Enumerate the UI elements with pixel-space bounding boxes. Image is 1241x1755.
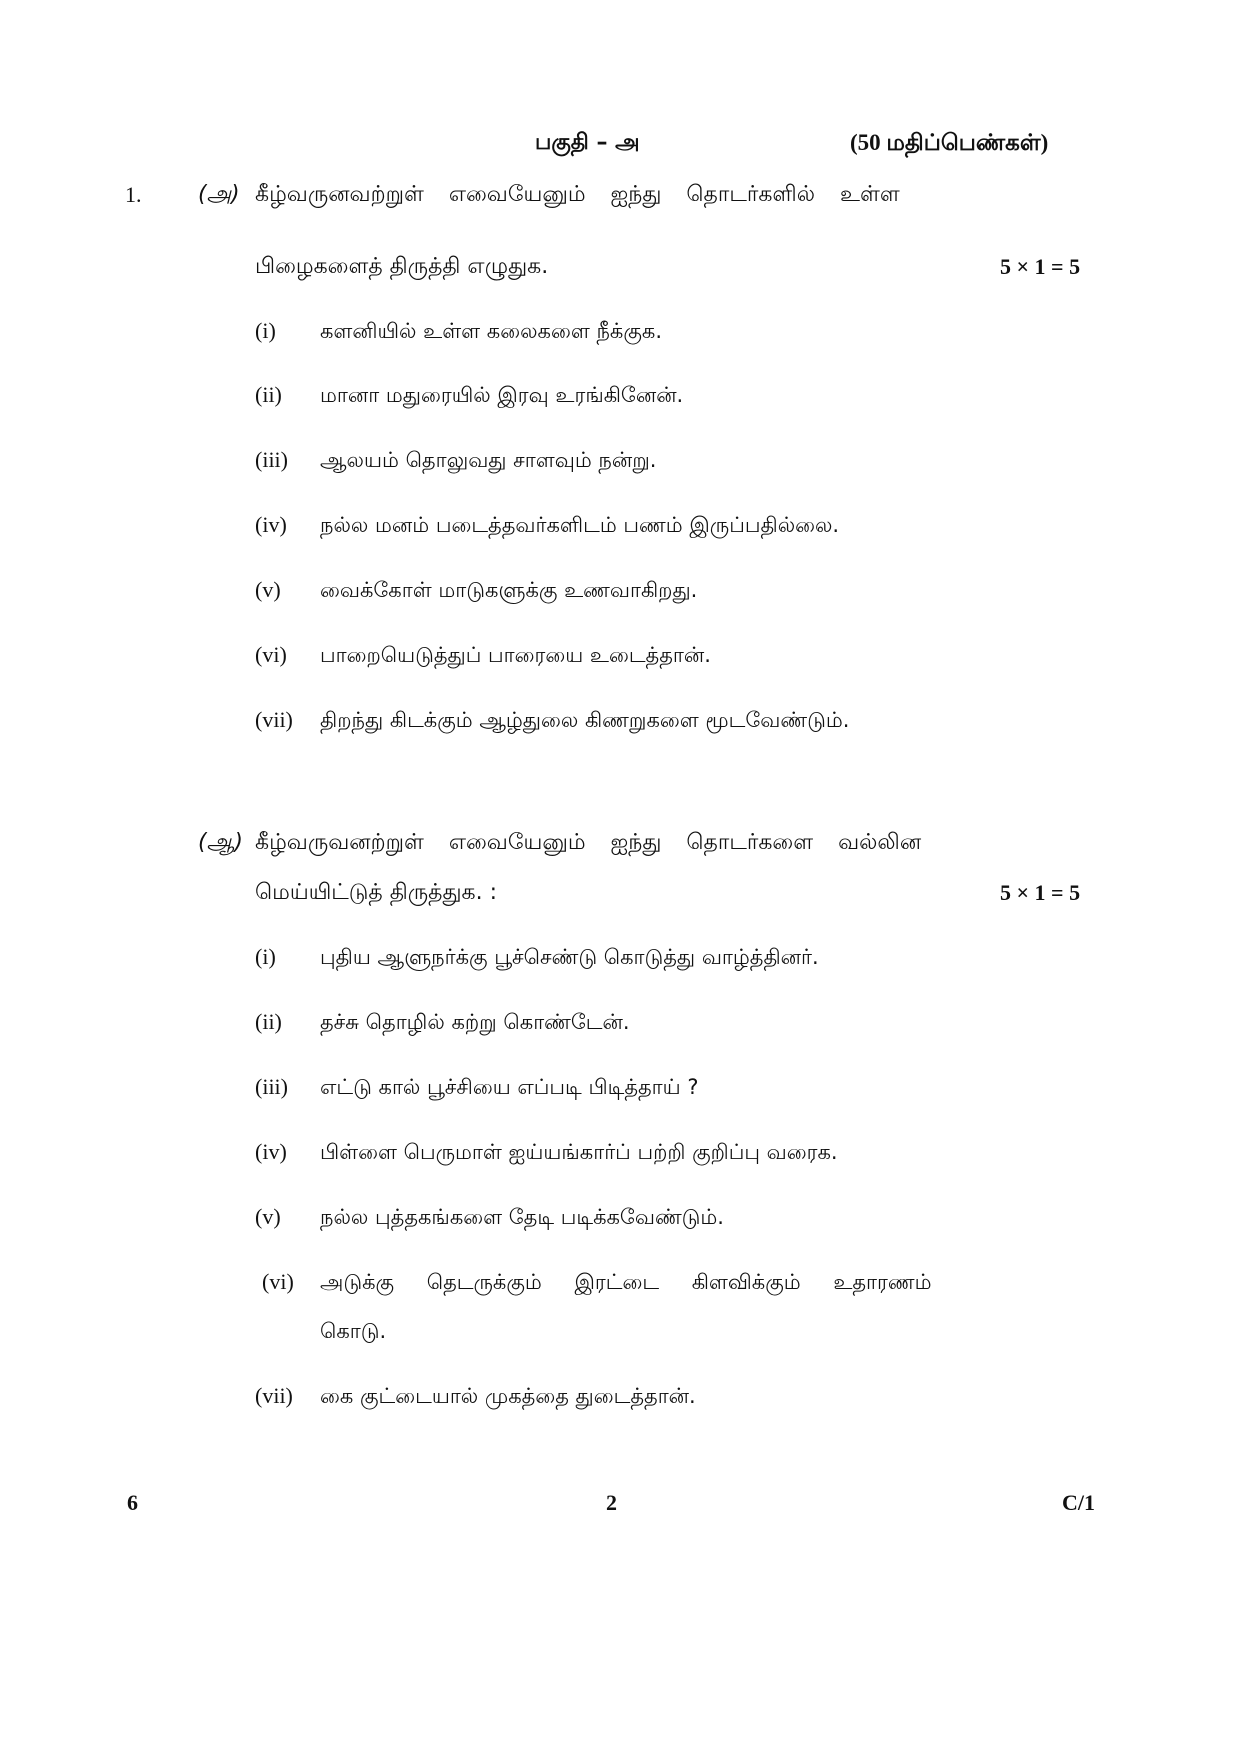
item-number: (vii): [255, 707, 293, 732]
part-b-instruction-line2: மெய்யிட்டுத் திருத்துக. :: [255, 880, 498, 905]
item-number: (iii): [255, 1074, 288, 1099]
part-a-instruction-line2: பிழைகளைத் திருத்தி எழுதுக.: [255, 254, 549, 279]
part-b-instruction-line1: கீழ்வருவனற்றுள் எவையேனும் ஐந்து தொடர்களை வல்லின: [255, 830, 922, 855]
footer-code: C/1: [1062, 1490, 1095, 1515]
part-b-marks: 5 × 1 = 5: [1000, 880, 1081, 905]
footer-left: 6: [127, 1490, 138, 1515]
item-number: (ii): [255, 382, 282, 407]
item-text: களனியில் உள்ள கலைகளை நீக்குக.: [320, 319, 662, 343]
item-text: பிள்ளை பெருமாள் ஐய்யங்கார்ப் பற்றி குறிப்பு வரைக.: [320, 1140, 838, 1164]
section-marks: (50 மதிப்பெண்கள்): [850, 130, 1049, 155]
item-number: (iv): [255, 1139, 287, 1164]
part-a-marks: 5 × 1 = 5: [1000, 254, 1081, 279]
item-number: (vi): [262, 1269, 294, 1294]
item-number: (v): [255, 1204, 281, 1229]
item-text: அடுக்கு தெடருக்கும் இரட்டை கிளவிக்கும் உதாரணம்: [320, 1270, 932, 1294]
item-text: நல்ல புத்தகங்களை தேடி படிக்கவேண்டும்.: [320, 1205, 724, 1229]
part-a-instruction-line1: கீழ்வருனவற்றுள் எவையேனும் ஐந்து தொடர்களில் உள்ள: [255, 182, 900, 207]
item-number: (vi): [255, 642, 287, 667]
item-text: திறந்து கிடக்கும் ஆழ்துலை கிணறுகளை மூடவேண்டும்.: [320, 708, 850, 732]
item-text: வைக்கோள் மாடுகளுக்கு உணவாகிறது.: [320, 578, 698, 602]
item-text: புதிய ஆளுநர்க்கு பூச்செண்டு கொடுத்து வாழ்த்தினர்.: [320, 945, 819, 969]
item-text: கை குட்டையால் முகத்தை துடைத்தான்.: [320, 1384, 696, 1408]
item-text: தச்சு தொழில் கற்று கொண்டேன்.: [320, 1010, 630, 1034]
item-number: (v): [255, 577, 281, 602]
item-number: (ii): [255, 1009, 282, 1034]
question-number: 1.: [125, 182, 142, 207]
item-number: (vii): [255, 1383, 293, 1408]
item-text-continued: கொடு.: [320, 1319, 387, 1343]
item-number: (i): [255, 944, 276, 969]
page-number: 2: [606, 1490, 617, 1515]
part-a-label: (அ): [198, 182, 240, 207]
item-text: நல்ல மனம் படைத்தவர்களிடம் பணம் இருப்பதில்லை.: [320, 513, 840, 537]
item-text: மானா மதுரையில் இரவு உரங்கினேன்.: [320, 383, 684, 407]
item-number: (iv): [255, 512, 287, 537]
item-number: (iii): [255, 447, 288, 472]
item-text: பாறையெடுத்துப் பாரையை உடைத்தான்.: [320, 643, 711, 667]
part-b-label: (ஆ): [198, 830, 243, 855]
item-text: ஆலயம் தொலுவது சாளவும் நன்று.: [320, 448, 657, 472]
item-text: எட்டு கால் பூச்சியை எப்படி பிடித்தாய் ?: [320, 1075, 699, 1099]
item-number: (i): [255, 318, 276, 343]
section-title: பகுதி – அ: [535, 130, 640, 155]
